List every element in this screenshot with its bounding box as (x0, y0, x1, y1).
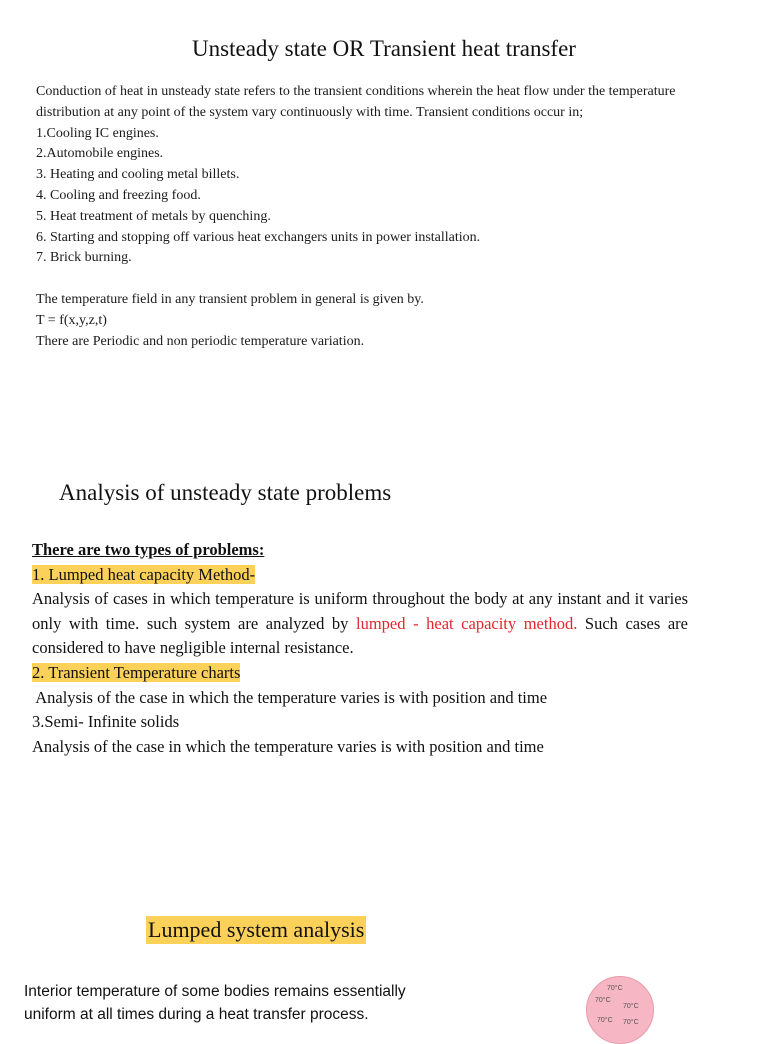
method1-text-before: Analysis of cases in which temperature is uniform throughout the body at any instant and it varies only with time. such system are analyzed by (32, 589, 688, 633)
method3-label: 3.Semi- Infinite solids (32, 712, 180, 732)
method1-label-row (32, 563, 688, 588)
list-item: 4. Cooling and freezing food. (36, 187, 201, 203)
field-line: The temperature field in any transient problem in general is given by. (36, 291, 424, 307)
list-item: 5. Heat treatment of metals by quenching. (36, 208, 271, 224)
heading-text: There are two types of problems: (32, 540, 265, 559)
method1-highlight: lumped - heat capacity method. (356, 613, 578, 633)
temp-label: 70°C (607, 985, 623, 992)
method2-label: 2. Transient Temperature charts (32, 662, 241, 682)
bottom-line-2: uniform at all times during a heat transfer process. (24, 1006, 369, 1023)
lumped-title: Lumped system analysis (148, 917, 365, 942)
method1-label: 1. Lumped heat capacity Method- (32, 564, 256, 584)
temp-label: 70°C (623, 1003, 639, 1010)
list-item: 2.Automobile engines. (36, 146, 164, 162)
list-item: 6. Starting and stopping off various heat exchangers units in power installation. (36, 229, 481, 245)
variation-line: There are Periodic and non periodic temperature variation. (36, 333, 365, 349)
page-title: Unsteady state OR Transient heat transfer (192, 36, 576, 61)
list-item: 7. Brick burning. (36, 250, 132, 266)
section-title: Analysis of unsteady state problems (59, 480, 392, 505)
equation: T = f(x,y,z,t) (36, 312, 107, 328)
bottom-line-1: Interior temperature of some bodies remains essentially (24, 983, 406, 1000)
spacer (36, 269, 736, 290)
problems-section (32, 538, 688, 759)
problems-heading (32, 538, 688, 563)
temp-label: 70°C (595, 997, 611, 1004)
intro-block (36, 82, 736, 352)
method1-text-after: Such cases are considered to have negligible internal resistance. (32, 613, 688, 658)
method2-label-row (32, 661, 688, 686)
intro-paragraph: Conduction of heat in unsteady state refers to the transient conditions wherein the heat flow under the temperature distribution at any point of the system vary continuously with time. Transient conditions occur in; (36, 84, 676, 120)
list-item: 3. Heating and cooling metal billets. (36, 167, 240, 183)
list-item: 1.Cooling IC engines. (36, 125, 159, 141)
temp-label: 70°C (623, 1019, 639, 1026)
bottom-text (24, 980, 494, 1026)
method2-description: Analysis of the case in which the temperature varies is with position and time (32, 687, 548, 707)
method3-description: Analysis of the case in which the temperature varies is with position and time (32, 736, 544, 756)
method1-description (32, 587, 688, 661)
uniform-temperature-figure (586, 976, 654, 1044)
temp-label: 70°C (597, 1017, 613, 1024)
